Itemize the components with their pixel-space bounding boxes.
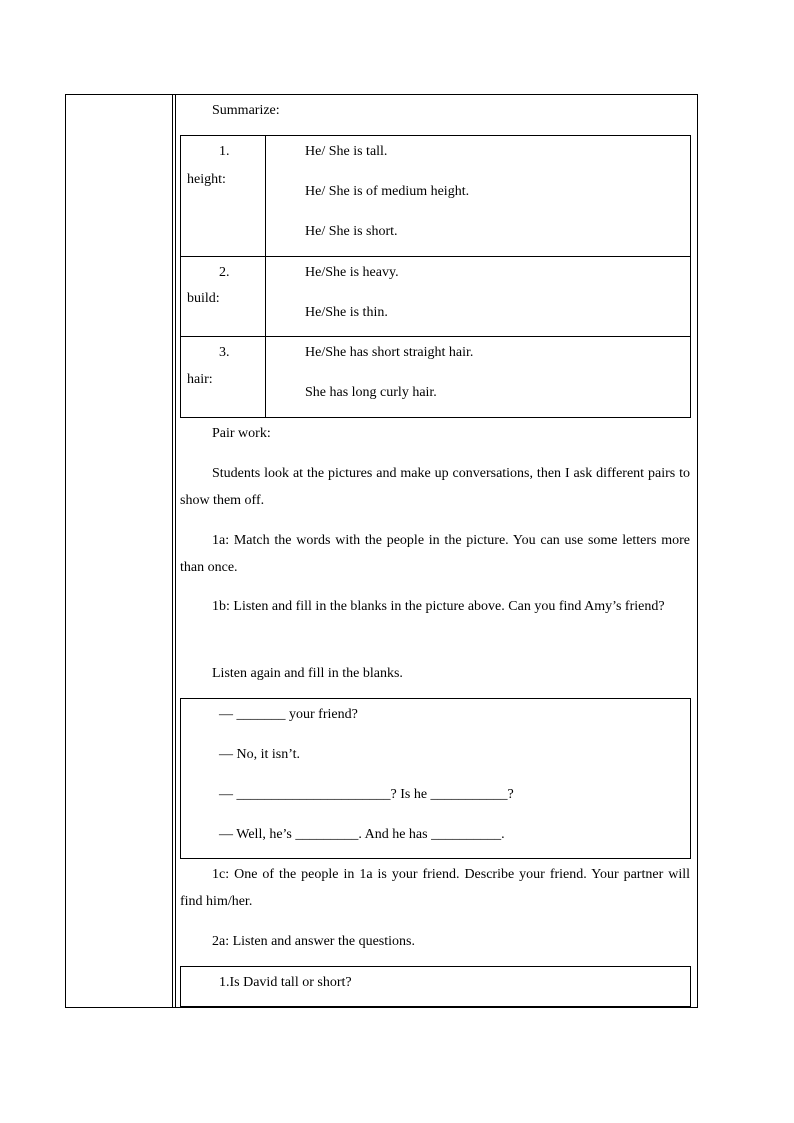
summary-row-label: build: xyxy=(187,291,220,306)
summary-line: He/ She is short. xyxy=(305,224,398,239)
dialogue-line: — Well, he’s _________. And he has __________. xyxy=(219,827,505,842)
summary-line: He/She is heavy. xyxy=(305,265,399,280)
task-2a-line: 2a: Listen and answer the questions. xyxy=(212,934,415,949)
summary-row-number: 1. xyxy=(219,144,230,159)
summary-line: He/ She is of medium height. xyxy=(305,184,470,199)
summary-line: He/She has short straight hair. xyxy=(305,345,474,360)
summary-row-number: 2. xyxy=(219,265,230,280)
column-divider xyxy=(175,94,176,1008)
task-1a-paragraph: 1a: Match the words with the people in the picture. You can use some letters more than once. xyxy=(180,533,690,575)
listen-again-line: Listen again and fill in the blanks. xyxy=(212,666,403,681)
summary-line: He/ She is tall. xyxy=(305,144,388,159)
dialogue-line: — _______ your friend? xyxy=(219,707,358,722)
students-paragraph: Students look at the pictures and make up conversations, then I ask different pairs to show them off. xyxy=(180,466,690,508)
summarize-heading: Summarize: xyxy=(212,103,280,118)
summary-row-label: height: xyxy=(187,172,226,187)
question-line: 1.Is David tall or short? xyxy=(219,975,352,990)
summary-row-divider xyxy=(180,256,691,257)
dialogue-line: — ______________________? Is he ___________? xyxy=(219,787,514,802)
task-1b-paragraph: 1b: Listen and fill in the blanks in the picture above. Can you find Amy’s friend? xyxy=(212,599,665,614)
pair-work-heading: Pair work: xyxy=(212,426,271,441)
summary-row-number: 3. xyxy=(219,345,230,360)
task-1c-paragraph: 1c: One of the people in 1a is your friend. Describe your friend. Your partner will find him/her. xyxy=(180,867,690,909)
summary-row-divider xyxy=(180,336,691,337)
summary-line: He/She is thin. xyxy=(305,305,388,320)
dialogue-line: — No, it isn’t. xyxy=(219,747,301,762)
summary-table xyxy=(180,135,691,418)
summary-line: She has long curly hair. xyxy=(305,385,437,400)
left-column xyxy=(65,94,173,1008)
summary-table-divider xyxy=(265,135,266,418)
summary-row-label: hair: xyxy=(187,372,213,387)
